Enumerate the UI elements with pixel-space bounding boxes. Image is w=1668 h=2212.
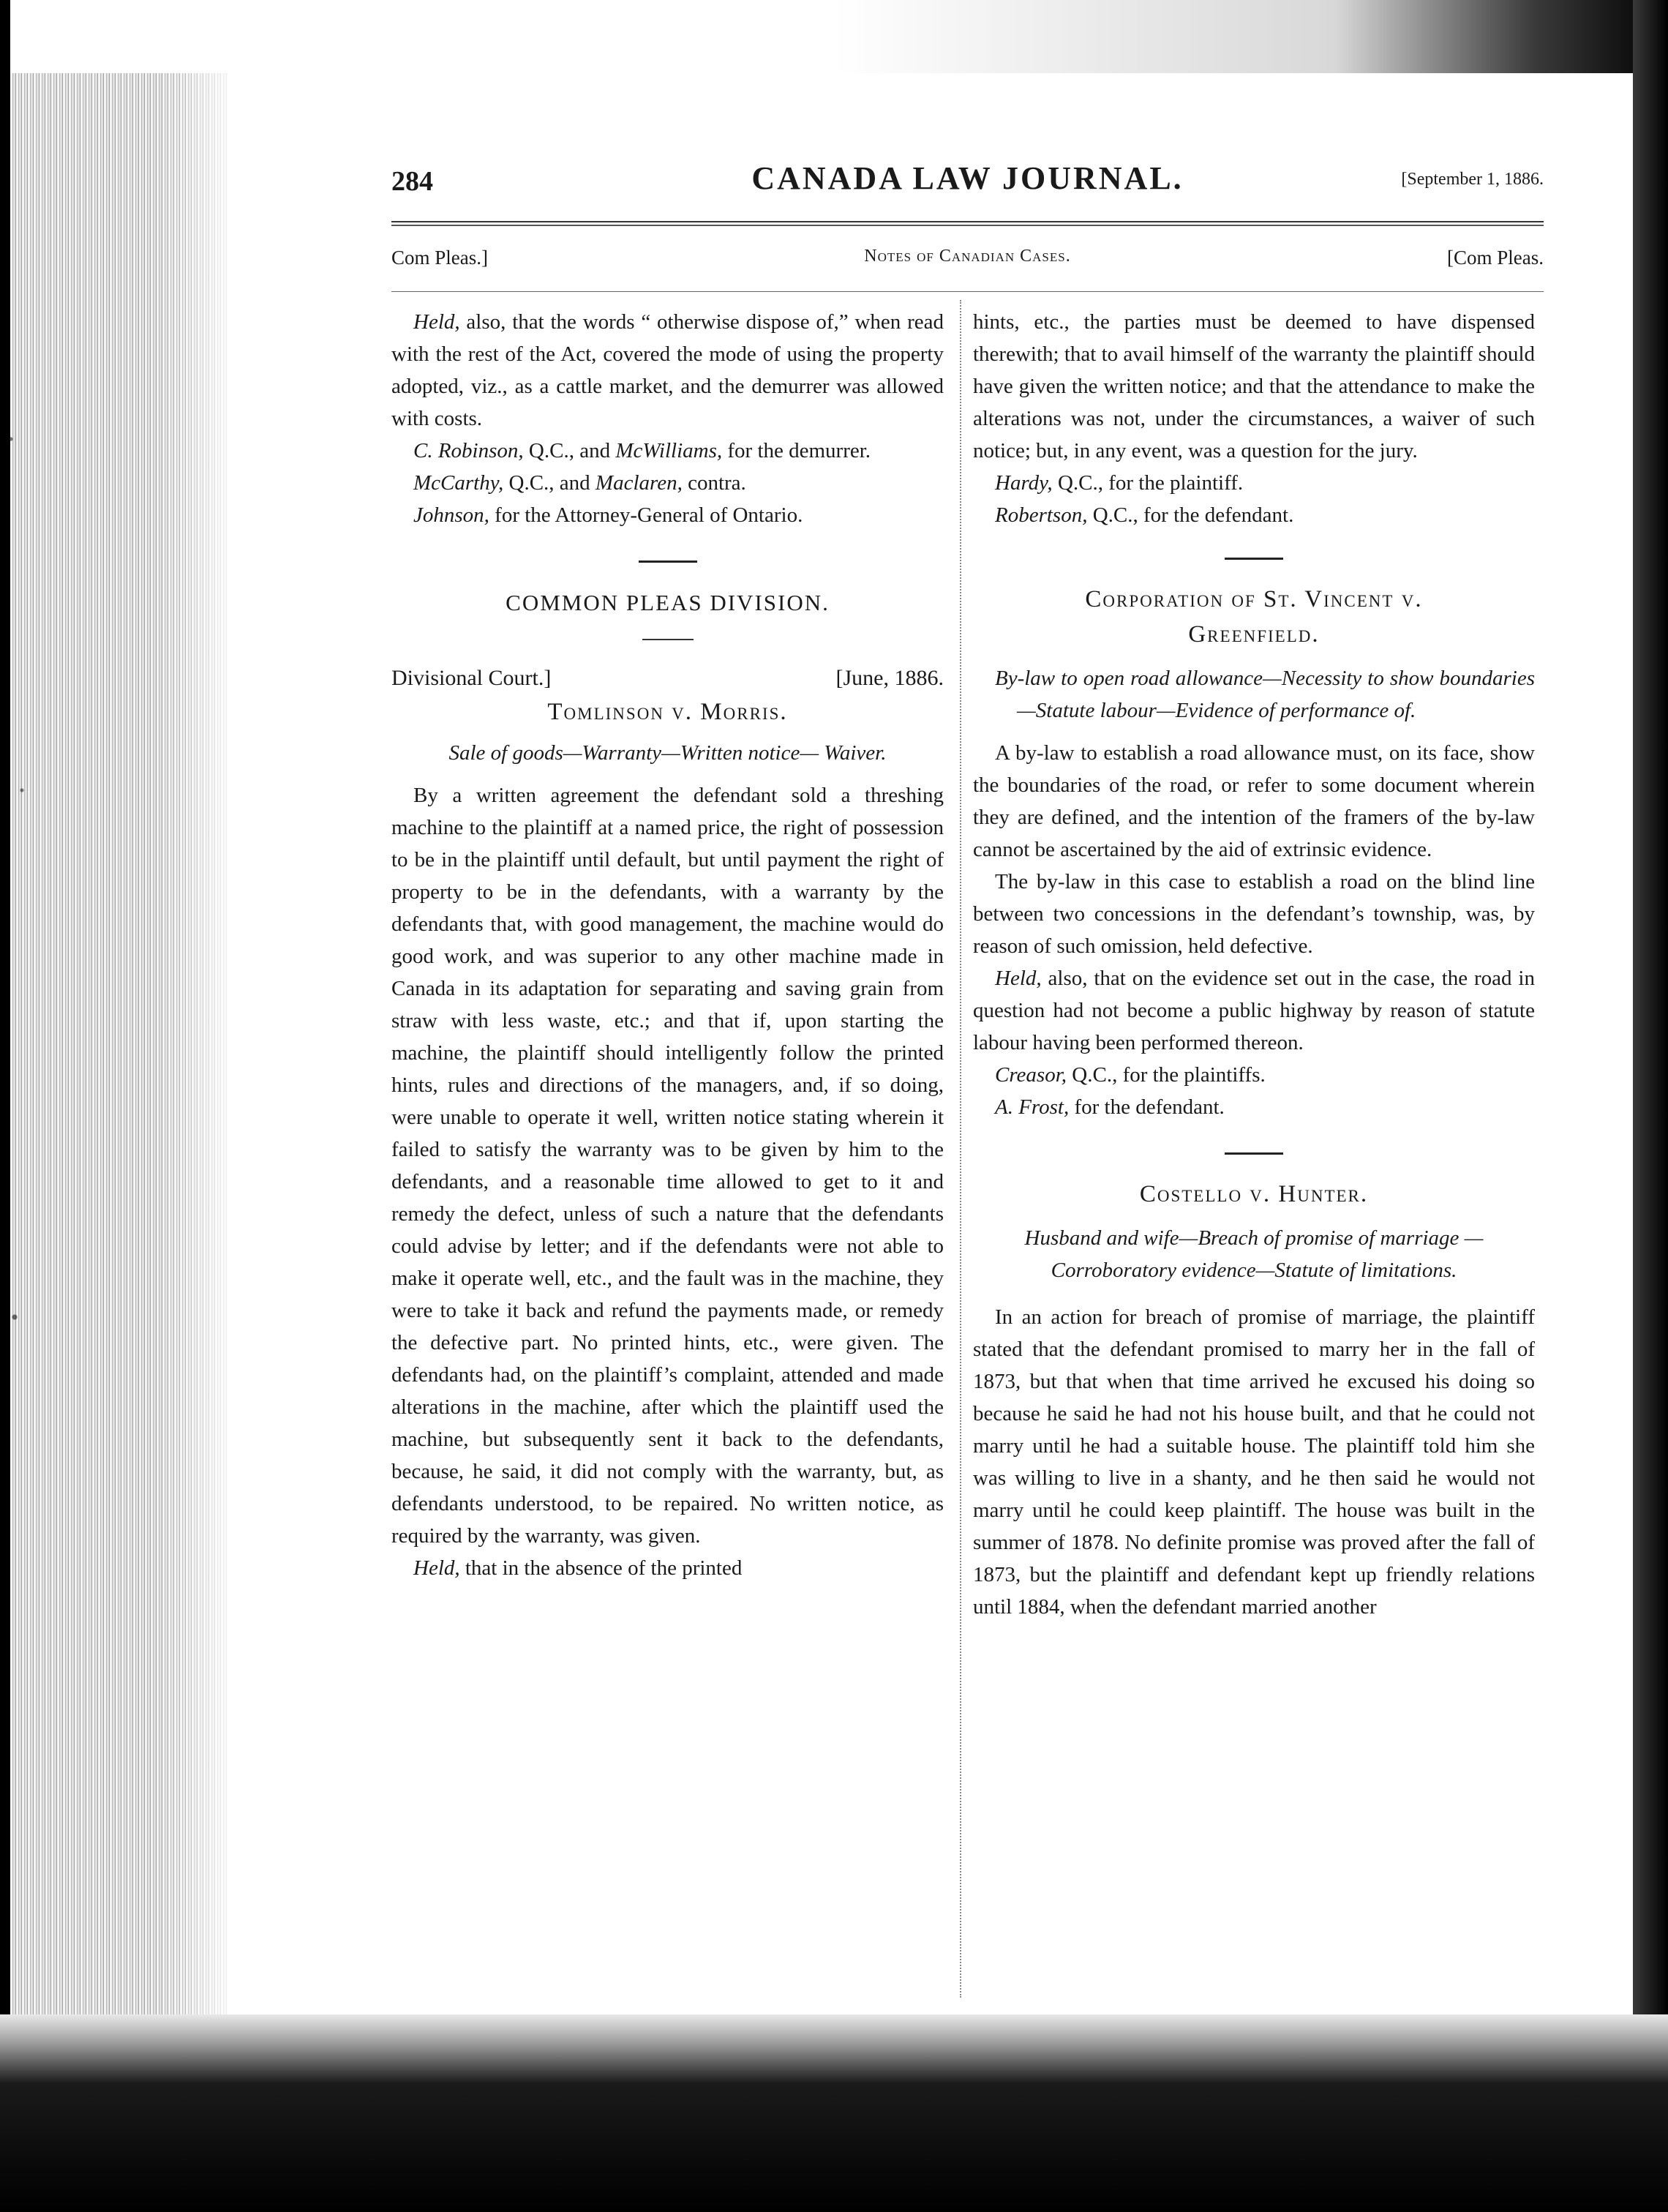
column-divider bbox=[960, 300, 961, 1998]
counsel-line bbox=[973, 499, 1535, 531]
text-run: Q.C., and bbox=[523, 439, 616, 462]
scan-smudge bbox=[0, 263, 37, 2020]
case-headnote: Husband and wife—Breach of promise of marriage —Corroboratory evidence—Statute of limitations. bbox=[1024, 1226, 1484, 1282]
division-title: COMMON PLEAS DIVISION. bbox=[506, 590, 830, 615]
case-title: Greenfield. bbox=[1188, 621, 1320, 648]
scan-frame-top bbox=[0, 0, 1668, 77]
page-number: 284 bbox=[391, 166, 433, 197]
scan-frame-bottom bbox=[0, 2014, 1668, 2212]
italic-name: A. Frost, bbox=[995, 1095, 1070, 1119]
section-head bbox=[391, 238, 1544, 274]
section-head-right: [Com Pleas. bbox=[1447, 247, 1544, 269]
court-line bbox=[391, 662, 944, 694]
italic-name: Maclaren, bbox=[595, 471, 683, 495]
text-run: Q.C., for the defendant. bbox=[1087, 503, 1294, 527]
italic-name: McWilliams, bbox=[615, 439, 723, 462]
italic-name: C. Robinson, bbox=[413, 439, 524, 462]
separator-rule bbox=[639, 561, 697, 563]
case-body: By a written agreement the defendant sold a threshing machine to the plaintiff at a named price, the right of possession to be in the plaintiff until default, but until payment the right of property to be in the defendants, with a warranty by the defendants that, with good management, the machine would do good work, and was superior to any other machine made in Canada in its adaptation for separating and saving grain from straw with less waste, etc.; and that if, upon starting the machine, the plaintiff should intelligently follow the printed hints, rules and directions of the managers, and, if so doing, were unable to operate it well, written notice stating wherein it failed to satisfy the warranty was to be given by him to the defendants, and a reasonable time allowed to get to it and remedy the defect, unless of such a nature that the defendants could advise by letter; and if the defendants were not able to make it operate well, etc., and the fault was in the machine, they were to take it back and refund the payments made, or remedy the defective part. No printed hints, etc., were given. The defendants had, on the plaintiff’s complaint, attended and made alterations in the machine, after which the plaintiff used the machine, but subsequently sent it back to the defendants, because, he said, it did not comply with the warranty, but, as defendants understood, to be repaired. No written notice, as required by the warranty, was given. bbox=[391, 784, 944, 1548]
italic-name: McCarthy, bbox=[413, 471, 504, 495]
case-body: In an action for breach of promise of marriage, the plaintiff stated that the defendant promised to marry her in the fall of 1873, but that when that time arrived he excused his doing so because he said he had not his house built, and that he could not marry until he had a suitable house. The plaintiff told him she was willing to live in a shanty, and he then said he would not marry until he could keep plaintiff. The house was built in the summer of 1878. No definite promise was proved after the fall of 1873, but the plaintiff and defendant kept up friendly relations until 1884, when the defendant married another bbox=[973, 1305, 1535, 1619]
case-headnote: By-law to open road allowance—Necessity to show boundaries—Statute labour—Evidence of performance of. bbox=[995, 667, 1535, 722]
case-title: Tomlinson v. Morris. bbox=[547, 699, 788, 725]
text-run: also, that on the evidence set out in the case, the road in question had not become a public highway by reason of statute labour having been performed thereon. bbox=[973, 967, 1535, 1054]
section-head-center: Notes of Canadian Cases. bbox=[864, 247, 1071, 266]
separator-rule bbox=[1225, 558, 1283, 560]
italic-name: Robertson, bbox=[995, 503, 1088, 527]
text-run: that in the absence of the printed bbox=[459, 1556, 743, 1580]
italic-name: Held, bbox=[995, 967, 1042, 990]
italic-name: Held, bbox=[413, 1556, 460, 1580]
left-column bbox=[391, 306, 944, 1584]
text-run: for the defendant. bbox=[1069, 1095, 1225, 1119]
italic-name: Hardy, bbox=[995, 471, 1053, 495]
running-head bbox=[391, 160, 1544, 211]
case-paragraph: The by-law in this case to establish a road on the blind line between two concessions in the defendant’s township, was, by reason of such omission, held defective. bbox=[973, 870, 1535, 958]
counsel-line bbox=[391, 499, 944, 531]
case-paragraph: A by-law to establish a road allowance must, on its face, show the boundaries of the road, or refer to some document wherein they are defined, and the intention of the framers of the by-law cannot be ascertained by the aid of extrinsic evidence. bbox=[973, 741, 1535, 861]
counsel-line bbox=[973, 1091, 1535, 1123]
text-run: Q.C., for the plaintiff. bbox=[1052, 471, 1244, 495]
counsel-line bbox=[973, 1059, 1535, 1091]
separator-rule bbox=[1225, 1152, 1283, 1155]
continuation-paragraph: hints, etc., the parties must be deemed to have dispensed therewith; that to avail himself of the warranty the plaintiff should have given the written notice; and that the attendance to make the alterations was not, under the circumstances, a waiver of such notice; but, in any event, was a question for the jury. bbox=[973, 310, 1535, 462]
text-run: for the demurrer. bbox=[722, 439, 871, 462]
case-title: Costello v. Hunter. bbox=[1139, 1181, 1369, 1207]
issue-date: [September 1, 1886. bbox=[1401, 170, 1544, 189]
court-date: [June, 1886. bbox=[835, 666, 944, 690]
case-headnote: Sale of goods—Warranty—Written notice— Waiver. bbox=[448, 741, 887, 765]
section-head-left: Com Pleas.] bbox=[391, 247, 488, 269]
right-column bbox=[973, 306, 1535, 1623]
text-run: for the Attorney-General of Ontario. bbox=[489, 503, 803, 527]
text-run: also, that the words “ otherwise dispose of,” when read with the rest of the Act, covered the mode of using the property adopted, viz., as a cattle market, and the demurrer was allowed with costs. bbox=[391, 310, 944, 430]
scan-frame-right bbox=[1633, 0, 1668, 2212]
section-rule bbox=[391, 291, 1544, 292]
held-paragraph bbox=[391, 306, 944, 435]
journal-title: CANADA LAW JOURNAL. bbox=[751, 160, 1184, 196]
italic-name: Held, bbox=[413, 310, 460, 334]
held-paragraph bbox=[391, 1552, 944, 1584]
counsel-line bbox=[391, 435, 944, 467]
text-run: contra. bbox=[682, 471, 746, 495]
case-title: Corporation of St. Vincent v. bbox=[1085, 586, 1423, 612]
separator-rule bbox=[642, 639, 694, 640]
held-paragraph bbox=[973, 962, 1535, 1059]
counsel-line bbox=[973, 467, 1535, 499]
italic-name: Creasor, bbox=[995, 1063, 1067, 1087]
counsel-line bbox=[391, 467, 944, 499]
head-rule bbox=[391, 221, 1544, 226]
text-run: Q.C., for the plaintiffs. bbox=[1067, 1063, 1266, 1087]
court-name: Divisional Court.] bbox=[391, 666, 552, 690]
italic-name: Johnson, bbox=[413, 503, 489, 527]
text-run: Q.C., and bbox=[503, 471, 596, 495]
